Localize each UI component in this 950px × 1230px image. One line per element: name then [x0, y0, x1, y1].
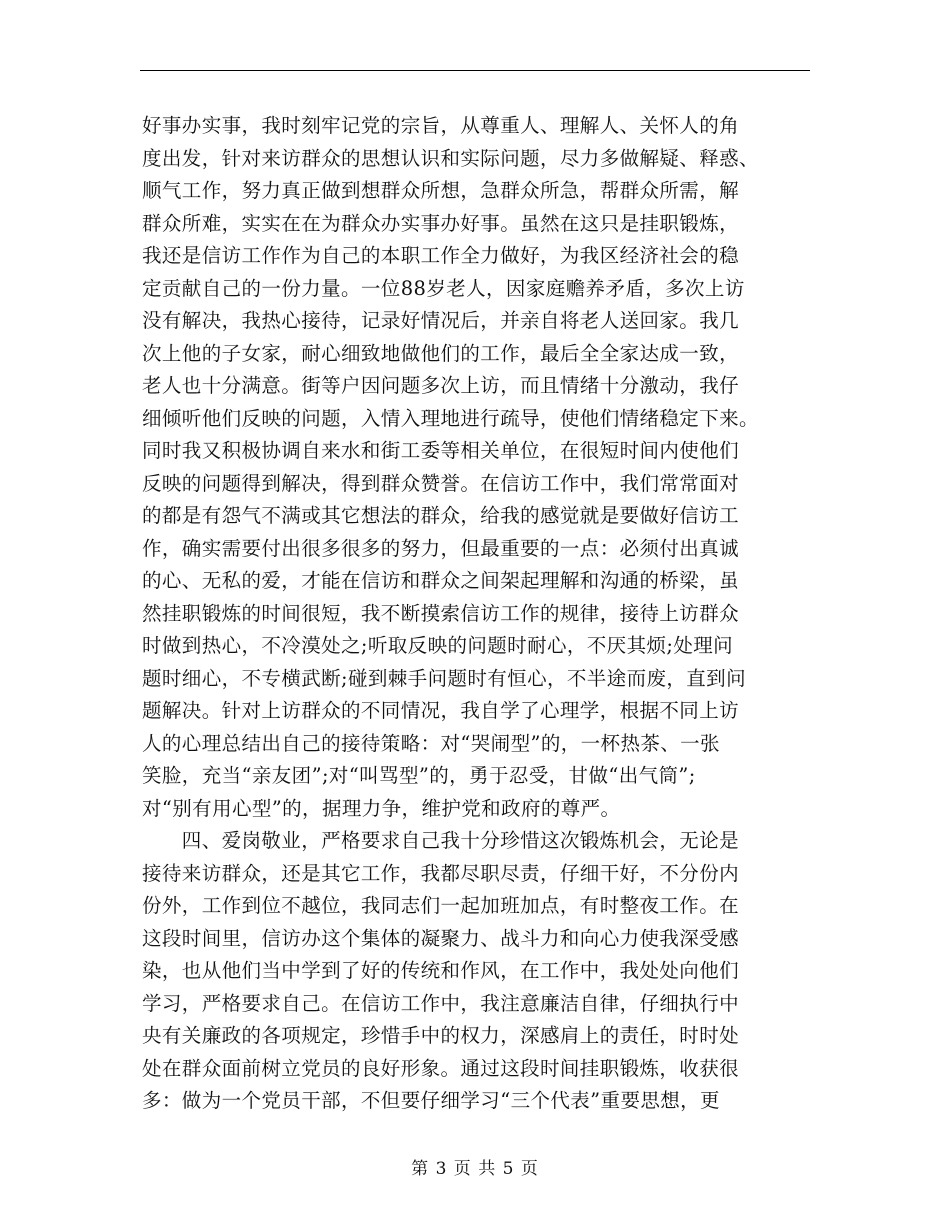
text-line: 时做到热心，不冷漠处之;听取反映的问题时耐心，不厌其烦;处理问	[142, 634, 734, 657]
text-line: 染，也从他们当中学到了好的传统和作风，在工作中，我处处向他们	[142, 959, 740, 982]
text-line: 的心、无私的爱，才能在信访和群众之间架起理解和沟通的桥梁，虽	[142, 569, 740, 592]
text-line: 我还是信访工作作为自己的本职工作全力做好，为我区经济社会的稳	[142, 244, 740, 267]
document-body	[142, 110, 822, 1118]
text-line: 接待来访群众，还是其它工作，我都尽职尽责，仔细干好，不分份内	[142, 861, 740, 885]
text-line: 人的心理总结出自己的接待策略：对“哭闹型”的，一杯热茶、一张	[142, 731, 720, 755]
text-line: 定贡献自己的一份力量。一位88岁老人，因家庭赡养矛盾，多次上访	[142, 276, 745, 300]
text-line: 这段时间里，信访办这个集体的凝聚力、战斗力和向心力使我深受感	[142, 926, 740, 950]
text-line: 多：做为一个党员干部，不但要仔细学习“三个代表”重要思想，更	[142, 1089, 720, 1112]
page-number-footer: 第 3 页 共 5 页	[411, 1159, 539, 1179]
text-line: 题时细心，不专横武断;碰到棘手问题时有恒心，不半途而废，直到问	[142, 666, 746, 690]
text-line: 群众所难，实实在在为群众办实事办好事。虽然在这只是挂职锻炼，	[142, 211, 740, 235]
text-line: 央有关廉政的各项规定，珍惜手中的权力，深感肩上的责任，时时处	[142, 1024, 740, 1047]
text-line: 度出发，针对来访群众的思想认识和实际问题，尽力多做解疑、释惑、	[142, 146, 759, 170]
text-line: 好事办实事，我时刻牢记党的宗旨，从尊重人、理解人、关怀人的角	[142, 114, 740, 137]
text-line: 老人也十分满意。街等户因问题多次上访，而且情绪十分激动，我仔	[142, 374, 740, 397]
text-line: 同时我又积极协调自来水和街工委等相关单位，在很短时间内使他们	[142, 439, 740, 462]
text-line: 四、爱岗敬业，严格要求自己我十分珍惜这次锻炼机会，无论是	[142, 829, 740, 852]
text-line: 的都是有怨气不满或其它想法的群众，给我的感觉就是要做好信访工	[142, 504, 740, 527]
text-line: 学习，严格要求自己。在信访工作中，我注意廉洁自律，仔细执行中	[142, 991, 740, 1015]
text-line: 反映的问题得到解决，得到群众赞誉。在信访工作中，我们常常面对	[142, 471, 740, 495]
text-line: 份外，工作到位不越位，我同志们一起加班加点，有时整夜工作。在	[142, 894, 740, 917]
text-line: 对“别有用心型”的，据理力争，维护党和政府的尊严。	[142, 796, 621, 820]
text-line: 没有解决，我热心接待，记录好情况后，并亲自将老人送回家。我几	[142, 309, 740, 332]
text-line: 细倾听他们反映的问题，入情入理地进行疏导，使他们情绪稳定下来。	[142, 406, 759, 430]
text-line: 题解决。针对上访群众的不同情况，我自学了心理学，根据不同上访	[142, 699, 740, 722]
text-line: 然挂职锻炼的时间很短，我不断摸索信访工作的规律，接待上访群众	[142, 601, 740, 625]
header-rule	[140, 70, 810, 71]
text-line: 顺气工作，努力真正做到想群众所想，急群众所急，帮群众所需，解	[142, 179, 740, 202]
text-line: 次上他的子女家，耐心细致地做他们的工作，最后全全家达成一致，	[142, 341, 740, 365]
text-line: 处在群众面前树立党员的良好形象。通过这段时间挂职锻炼，收获很	[142, 1056, 740, 1080]
text-line: 笑脸，充当“亲友团”;对“叫骂型”的，勇于忍受，甘做“出气筒”;	[142, 764, 696, 787]
text-line: 作，确实需要付出很多很多的努力，但最重要的一点：必须付出真诚	[142, 536, 740, 560]
